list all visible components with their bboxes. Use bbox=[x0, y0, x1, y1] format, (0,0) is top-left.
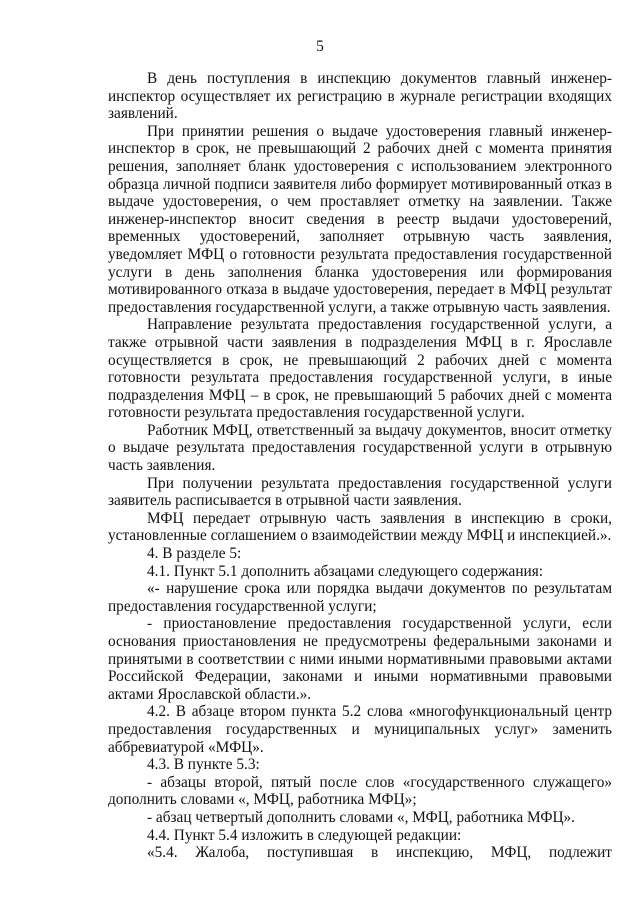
item-4-4: 4.4. Пункт 5.4 изложить в следующей редакции: bbox=[147, 826, 462, 844]
item-4-3-paragraphs-2-5: - абзацы второй, пятый после слов «государственного служащего» дополнить словами «, МФЦ, работника МФЦ»; bbox=[108, 773, 612, 809]
paragraph-mfc-worker: Работник МФЦ, ответственный за выдачу документов, вносит отметку о выдаче результата предоставления государственной услуги в отрывную часть заявления. bbox=[108, 421, 612, 475]
paragraph-mfc-transfer: МФЦ передает отрывную часть заявления в инспекцию в сроки, установленные соглашением о взаимодействии между МФЦ и инспекцией.». bbox=[108, 509, 612, 545]
item-4-1-suspension: - приостановление предоставления государственной услуги, если основания приостановления не предусмотрены федеральными законами и принятыми в соответствии с ними иными нормативными правовыми актами Российской Федерации, законами и иными нормативными правовыми актами Ярославской области.». bbox=[108, 615, 612, 703]
paragraph-registration: В день поступления в инспекцию документов главный инженер-инспектор осуществляет их регистрацию в журнале регистрации входящих заявлений. bbox=[108, 70, 612, 123]
document-body bbox=[108, 70, 612, 862]
item-4-2: 4.2. В абзаце втором пункта 5.2 слова «многофункциональный центр предоставления государственных и муниципальных услуг» заменить аббревиатурой «МФЦ». bbox=[108, 703, 612, 756]
paragraph-decision: При принятии решения о выдаче удостоверения главный инженер-инспектор в срок, не превышающий 2 рабочих дней с момента принятия решения, заполняет бланк удостоверения с использованием электронного образца личной подписи заявителя либо формирует мотивированный отказ в выдаче удостоверения, о чем проставляет отметку на заявлении. Также инженер-инспектор вносит сведения в реестр выдачи удостоверений, временных удостоверений, заполняет отрывную часть заявления, уведомляет МФЦ о готовности результата предоставления государственной услуги в день заполнения бланка удостоверения или формирования мотивированного отказа в выдаче удостоверения, передает в МФЦ результат предоставления государственной услуги, а также отрывную часть заявления. bbox=[108, 122, 612, 316]
item-5-4-start: «5.4. Жалоба, поступившая в инспекцию, МФЦ, подлежит bbox=[147, 844, 612, 862]
item-4-1: 4.1. Пункт 5.1 дополнить абзацами следующего содержания: bbox=[147, 562, 544, 580]
item-4-3: 4.3. В пункте 5.3: bbox=[147, 756, 260, 774]
item-4-3-paragraph-4: - абзац четвертый дополнить словами «, МФЦ, работника МФЦ». bbox=[147, 808, 575, 826]
paragraph-result-direction: Направление результата предоставления государственной услуги, а также отрывной части заявления в подразделения МФЦ в г. Ярославле осуществляется в срок, не превышающий 2 рабочих дней с момента готовности результата предоставления государственной услуги, в иные подразделения МФЦ – в срок, не превышающий 5 рабочих дней с момента готовности результата предоставления государственной услуги. bbox=[108, 316, 612, 422]
paragraph-applicant-signature: При получении результата предоставления государственной услуги заявитель расписывается в отрывной части заявления. bbox=[108, 474, 612, 510]
section-5-heading: 4. В разделе 5: bbox=[147, 545, 242, 563]
item-4-1-violation: «- нарушение срока или порядка выдачи документов по результатам предоставления государственной услуги; bbox=[108, 580, 612, 615]
page-number: 5 bbox=[316, 38, 324, 55]
